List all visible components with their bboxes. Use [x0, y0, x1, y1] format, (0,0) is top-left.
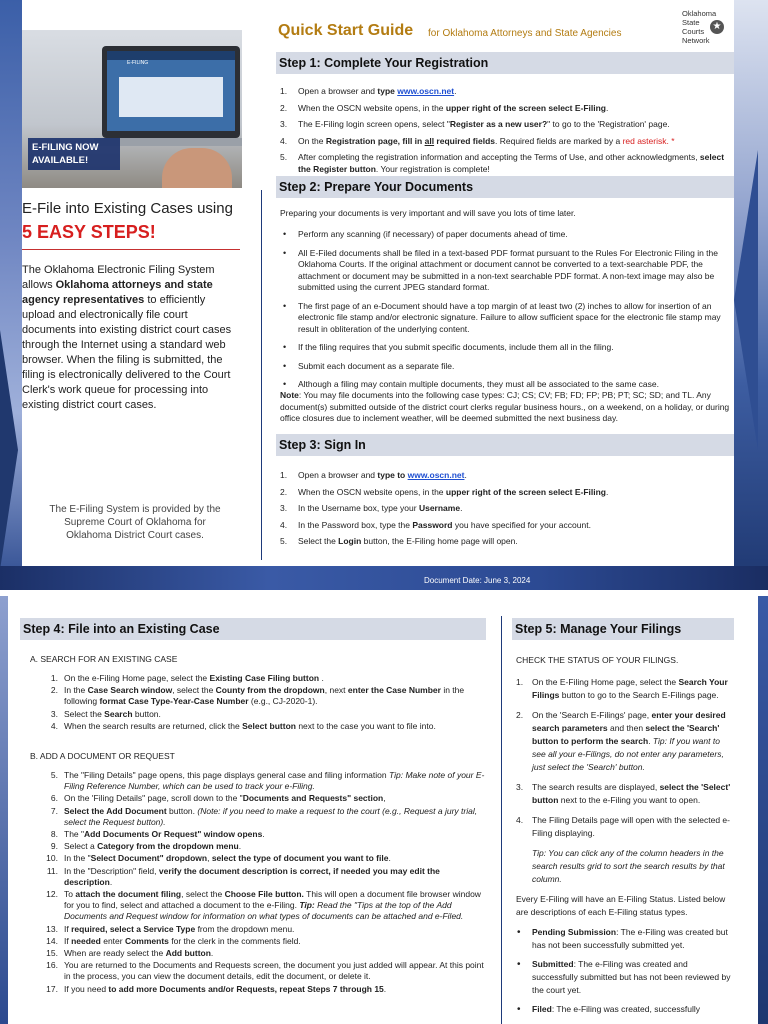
page-two [0, 596, 768, 1024]
left-decoration [0, 596, 8, 1024]
laptop-photo [22, 30, 242, 188]
list-item: • All E-Filed documents shall be filed in a text-based PDF format pursuant to the Rules For Electronic Filing in the Oklahoma Courts. If the original attachment or document cannot be converted to a text-searchable PDF, the attachment or document may be submitted in a non-text searchable PDF format. A non-text image may also be submitted using the current JPEG standard format. [283, 247, 718, 292]
right-decoration-triangle [734, 150, 758, 450]
step2-note: Note: You may file documents into the following case types: CJ; CS; CV; FB; FD; FP; PB; PT; SC; SD; and TL. Any document(s) submitted outside of the district court clerks regular business hours., on a weekend, on a holiday, or during office closures due to inclement weather, will be deemed submitted the next business day. [280, 390, 730, 423]
step4-list-b [46, 770, 486, 996]
list-item: 6. On the 'Filing Details" page, scroll down to the "Documents and Requests" section, [50, 793, 386, 804]
document-date: Document Date: June 3, 2024 [424, 576, 531, 585]
provided-note: The E-Filing System is provided by the Supreme Court of Oklahoma for Oklahoma District Court cases. [49, 504, 221, 541]
column-divider [261, 190, 262, 560]
list-item: 4. When the search results are returned, click the Select button next to the case you want to file into. [50, 720, 436, 731]
status-item: • Submitted: The e-Filing was created and successfully submitted but has not been reviewed by the court yet. [517, 959, 731, 995]
list-item: 14. If needed enter Comments for the clerk in the comments field. [46, 935, 301, 946]
list-item: 15. When are ready select the Add button. [46, 948, 214, 959]
list-item: 8. The "Add Documents Or Request" window opens. [50, 829, 265, 840]
step5-heading: Step 5: Manage Your Filings [512, 618, 734, 640]
page-subtitle: for Oklahoma Attorneys and State Agencies [428, 28, 622, 39]
title-divider [22, 249, 240, 250]
step4-heading: Step 4: File into an Existing Case [20, 618, 486, 640]
page-title: Quick Start Guide [278, 22, 414, 39]
right-decoration [758, 596, 768, 1024]
list-item: 5. After completing the registration information and accepting the Terms of Use, and other acknowledgments, select the Register button. Your registration is complete! [280, 152, 725, 174]
easy-steps-count: 5 EASY STEPS! [22, 222, 156, 242]
list-item: 16. You are returned to the Documents and Requests screen, the document you just added will appear. At this point in the process, you can view the document details, edit the document, or delete it. [46, 960, 484, 982]
list-item: 1. On the e-Filing Home page, select the Existing Case Filing button . [50, 673, 324, 683]
oscn-seal-icon: ★ [710, 20, 724, 34]
list-item: 4. The Filing Details page will open with the selected e-Filing displaying. [516, 815, 730, 838]
left-decoration-triangle [0, 330, 18, 570]
list-item: 13. If required, select a Service Type from the dropdown menu. [46, 923, 295, 934]
list-item: 3. In the Username box, type your Username. [280, 503, 463, 513]
list-item: 4. In the Password box, type the Password you have specified for your account. [280, 519, 591, 530]
efiling-badge: E-FILING NOW AVAILABLE! [28, 138, 120, 170]
intro-paragraph: The Oklahoma Electronic Filing System allows Oklahoma attorneys and state agency representatives to efficiently upload and electronically file court documents into existing district court cases through the Internet using a standard web browser. When the filing is submitted, the filing is electronically delivered to the Court Clerk's work queue for processing into existing district court cases. [22, 264, 232, 411]
step3-list [280, 470, 730, 553]
laptop-image: E-FILING [102, 46, 240, 138]
list-item: 3. The E-Filing login screen opens, select "Register as a new user?" to go to the 'Registration' page. [280, 119, 670, 129]
list-item: 1. Open a browser and type www.oscn.net. [280, 86, 457, 96]
step2-intro: Preparing your documents is very important and will save you lots of time later. [280, 208, 576, 218]
list-item: • The first page of an e-Document should have a top margin of at least two (2) inches to allow for insertion of an electronic file stamp and/or electronic signature. Failure to allow sufficient space for the electronic file stamp may result in obliteration of the underlying content. [283, 300, 721, 334]
step4-list-a [46, 673, 486, 733]
list-item: 5. Select the Login button, the E-Filing home page will open. [280, 536, 518, 546]
step1-heading: Step 1: Complete Your Registration [276, 52, 734, 74]
step5-tip: Tip: You can click any of the column headers in the search results grid to sort the search results by that column. [532, 848, 725, 884]
list-item: 2. When the OSCN website opens, in the upper right of the screen select E-Filing. [280, 486, 609, 497]
list-item: 2. In the Case Search window, select the County from the dropdown, next enter the Case Number in the following format Case Type-Year-Case Number (e.g., CJ-2020-1). [50, 685, 465, 707]
step5-list [516, 676, 734, 1022]
list-item: 1. On the E-Filing Home page, select the Search Your Filings button to go to the Search E-Filings page. [516, 677, 728, 700]
list-item: • Although a filing may contain multiple documents, they must all be associated to the same case. [283, 379, 659, 389]
list-item: 12. To attach the document filing, select the Choose File button. This will open a document file browser window for you to find, select and attached a document to the e-Filing. Tip: Read the "Tips at the top of the Add Documents and Request window for information on what types of documents can be attached and e-Filed. [46, 889, 481, 922]
list-item: 9. Select a Category from the dropdown menu. [50, 841, 242, 852]
step1-list [280, 86, 730, 180]
list-item: 3. The search results are displayed, select the 'Select' button next to the e-Filing you want to open. [516, 782, 731, 805]
status-item: • Filed: The e-Filing was created, successfully [517, 1004, 701, 1015]
column-divider [501, 616, 502, 1024]
list-item: 5. The "Filing Details" page opens, this page displays general case and filing information Tip: Make note of your E-Filing Reference Number, which can be used to track your e-Filing. [50, 770, 485, 792]
status-item: • Pending Submission: The e-Filing was created but has not been successfully submitted yet. [517, 927, 728, 950]
step3-heading: Step 3: Sign In [276, 434, 734, 456]
footer-banner [0, 566, 768, 590]
list-item: 10. In the "Select Document" dropdown, select the type of document you want to file. [46, 853, 391, 864]
section-a-label: A. SEARCH FOR AN EXISTING CASE [30, 654, 178, 664]
step2-bullets [280, 229, 732, 398]
status-intro: Every E-Filing will have an E-Filing Status. Listed below are descriptions of each E-Filing status types. [516, 894, 726, 917]
oscn-link[interactable]: www.oscn.net [397, 86, 455, 96]
list-item: 7. Select the Add Document button. (Note: if you need to make a request to the court (e.g., Request a jury trial, select the Request button). [50, 805, 478, 827]
list-item: 1. Open a browser and type to www.oscn.net. [280, 470, 467, 480]
list-item: 4. On the Registration page, fill in all required fields. Required fields are marked by a red asterisk. * [280, 135, 675, 146]
list-item: • If the filing requires that you submit specific documents, include them all in the filing. [283, 342, 614, 352]
oscn-logo: Oklahoma State Courts Network [682, 9, 717, 45]
step2-heading: Step 2: Prepare Your Documents [276, 176, 734, 198]
list-item: • Perform any scanning (if necessary) of paper documents ahead of time. [283, 229, 568, 239]
list-item: 17. If you need to add more Documents and/or Requests, repeat Steps 7 through 15. [46, 983, 387, 994]
section-b-label: B. ADD A DOCUMENT OR REQUEST [30, 751, 175, 761]
list-item: 11. In the "Description" field, verify the document description is correct, if needed you may edit the description. [46, 865, 440, 887]
step5-check-label: CHECK THE STATUS OF YOUR FILINGS. [516, 655, 679, 665]
list-item: 2. When the OSCN website opens, in the upper right of the screen select E-Filing. [280, 102, 609, 113]
list-item: 2. On the 'Search E-Filings' page, enter your desired search parameters and then select the 'Search' button to perform the search. Tip: If you want to see all your e-Filings, do not enter any parameters, just select the 'Search' button. [516, 710, 726, 772]
list-item: 3. Select the Search button. [50, 708, 161, 719]
oscn-link[interactable]: www.oscn.net [407, 470, 465, 480]
easy-steps-title: E-File into Existing Cases using [22, 200, 233, 217]
list-item: • Submit each document as a separate file. [283, 360, 455, 371]
